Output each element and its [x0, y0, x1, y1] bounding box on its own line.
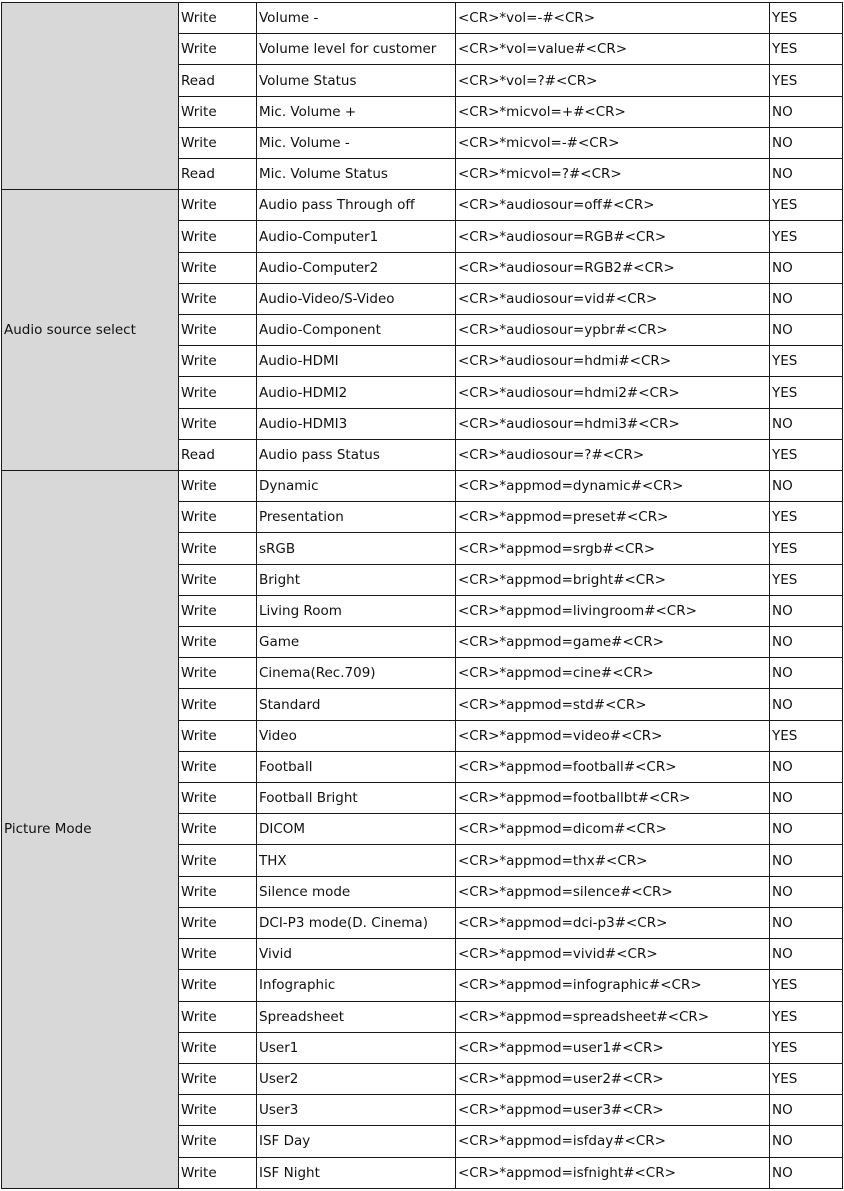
function-cell: Standard [257, 689, 456, 720]
command-cell: <CR>*appmod=user2#<CR> [456, 1063, 770, 1094]
type-cell: Write [179, 346, 257, 377]
type-cell: Write [179, 689, 257, 720]
function-cell: Football [257, 751, 456, 782]
support-cell: NO [770, 907, 843, 938]
command-cell: <CR>*appmod=cine#<CR> [456, 658, 770, 689]
command-cell: <CR>*audiosour=?#<CR> [456, 439, 770, 470]
function-cell: Audio-HDMI2 [257, 377, 456, 408]
command-cell: <CR>*appmod=srgb#<CR> [456, 533, 770, 564]
function-cell: Volume - [257, 3, 456, 34]
command-cell: <CR>*appmod=football#<CR> [456, 751, 770, 782]
type-cell: Write [179, 1032, 257, 1063]
support-cell: YES [770, 1001, 843, 1032]
command-cell: <CR>*appmod=thx#<CR> [456, 845, 770, 876]
function-cell: Dynamic [257, 471, 456, 502]
type-cell: Write [179, 252, 257, 283]
type-cell: Write [179, 907, 257, 938]
command-cell: <CR>*appmod=user1#<CR> [456, 1032, 770, 1063]
support-cell: NO [770, 627, 843, 658]
support-cell: YES [770, 970, 843, 1001]
type-cell: Write [179, 3, 257, 34]
function-cell: Audio-Computer2 [257, 252, 456, 283]
function-cell: Volume level for customer [257, 34, 456, 65]
function-cell: Living Room [257, 595, 456, 626]
command-cell: <CR>*audiosour=hdmi#<CR> [456, 346, 770, 377]
type-cell: Write [179, 1095, 257, 1126]
function-cell: Audio-HDMI3 [257, 408, 456, 439]
support-cell: NO [770, 471, 843, 502]
command-cell: <CR>*micvol=-#<CR> [456, 127, 770, 158]
group-label: Audio source select [2, 190, 179, 471]
function-cell: Audio pass Status [257, 439, 456, 470]
type-cell: Write [179, 658, 257, 689]
table-row [2, 3, 843, 34]
command-cell: <CR>*audiosour=off#<CR> [456, 190, 770, 221]
function-cell: Game [257, 627, 456, 658]
type-cell: Write [179, 783, 257, 814]
type-cell: Write [179, 845, 257, 876]
support-cell: NO [770, 751, 843, 782]
command-cell: <CR>*appmod=game#<CR> [456, 627, 770, 658]
command-cell: <CR>*appmod=std#<CR> [456, 689, 770, 720]
function-cell: Mic. Volume + [257, 96, 456, 127]
command-cell: <CR>*vol=-#<CR> [456, 3, 770, 34]
support-cell: YES [770, 720, 843, 751]
type-cell: Write [179, 96, 257, 127]
support-cell: NO [770, 1157, 843, 1188]
support-cell: NO [770, 127, 843, 158]
type-cell: Write [179, 471, 257, 502]
function-cell: Volume Status [257, 65, 456, 96]
type-cell: Write [179, 533, 257, 564]
command-cell: <CR>*audiosour=ypbr#<CR> [456, 315, 770, 346]
command-cell: <CR>*appmod=preset#<CR> [456, 502, 770, 533]
function-cell: Infographic [257, 970, 456, 1001]
command-cell: <CR>*appmod=user3#<CR> [456, 1095, 770, 1126]
command-table-body [2, 3, 843, 1189]
type-cell: Write [179, 34, 257, 65]
support-cell: YES [770, 502, 843, 533]
support-cell: YES [770, 65, 843, 96]
command-cell: <CR>*appmod=vivid#<CR> [456, 939, 770, 970]
command-cell: <CR>*vol=?#<CR> [456, 65, 770, 96]
support-cell: NO [770, 845, 843, 876]
type-cell: Write [179, 283, 257, 314]
support-cell: NO [770, 939, 843, 970]
command-cell: <CR>*appmod=isfday#<CR> [456, 1126, 770, 1157]
support-cell: NO [770, 1126, 843, 1157]
support-cell: NO [770, 1095, 843, 1126]
type-cell: Read [179, 439, 257, 470]
command-cell: <CR>*appmod=livingroom#<CR> [456, 595, 770, 626]
command-cell: <CR>*appmod=video#<CR> [456, 720, 770, 751]
support-cell: NO [770, 595, 843, 626]
type-cell: Write [179, 970, 257, 1001]
command-cell: <CR>*appmod=silence#<CR> [456, 876, 770, 907]
type-cell: Write [179, 1126, 257, 1157]
function-cell: User1 [257, 1032, 456, 1063]
function-cell: Audio-HDMI [257, 346, 456, 377]
command-cell: <CR>*micvol=+#<CR> [456, 96, 770, 127]
command-cell: <CR>*audiosour=hdmi3#<CR> [456, 408, 770, 439]
type-cell: Write [179, 627, 257, 658]
function-cell: DICOM [257, 814, 456, 845]
command-cell: <CR>*audiosour=RGB#<CR> [456, 221, 770, 252]
support-cell: YES [770, 346, 843, 377]
support-cell: NO [770, 783, 843, 814]
function-cell: User3 [257, 1095, 456, 1126]
command-table [1, 2, 843, 1189]
type-cell: Write [179, 502, 257, 533]
support-cell: YES [770, 439, 843, 470]
command-cell: <CR>*appmod=footballbt#<CR> [456, 783, 770, 814]
function-cell: User2 [257, 1063, 456, 1094]
support-cell: NO [770, 814, 843, 845]
group-label [2, 3, 179, 190]
support-cell: NO [770, 658, 843, 689]
type-cell: Write [179, 876, 257, 907]
function-cell: Mic. Volume Status [257, 159, 456, 190]
command-cell: <CR>*vol=value#<CR> [456, 34, 770, 65]
function-cell: Audio-Computer1 [257, 221, 456, 252]
function-cell: Cinema(Rec.709) [257, 658, 456, 689]
function-cell: Video [257, 720, 456, 751]
function-cell: ISF Night [257, 1157, 456, 1188]
table-row [2, 471, 843, 502]
function-cell: sRGB [257, 533, 456, 564]
type-cell: Write [179, 720, 257, 751]
command-cell: <CR>*appmod=bright#<CR> [456, 564, 770, 595]
function-cell: Spreadsheet [257, 1001, 456, 1032]
support-cell: NO [770, 876, 843, 907]
type-cell: Write [179, 595, 257, 626]
function-cell: THX [257, 845, 456, 876]
function-cell: Football Bright [257, 783, 456, 814]
command-cell: <CR>*appmod=isfnight#<CR> [456, 1157, 770, 1188]
support-cell: YES [770, 533, 843, 564]
command-cell: <CR>*appmod=dynamic#<CR> [456, 471, 770, 502]
type-cell: Write [179, 127, 257, 158]
support-cell: YES [770, 377, 843, 408]
function-cell: ISF Day [257, 1126, 456, 1157]
type-cell: Write [179, 751, 257, 782]
support-cell: NO [770, 159, 843, 190]
type-cell: Write [179, 377, 257, 408]
support-cell: YES [770, 1063, 843, 1094]
support-cell: YES [770, 34, 843, 65]
function-cell: Presentation [257, 502, 456, 533]
function-cell: Silence mode [257, 876, 456, 907]
support-cell: YES [770, 3, 843, 34]
function-cell: Audio pass Through off [257, 190, 456, 221]
group-label: Picture Mode [2, 471, 179, 1189]
function-cell: Mic. Volume - [257, 127, 456, 158]
type-cell: Write [179, 190, 257, 221]
support-cell: NO [770, 689, 843, 720]
type-cell: Write [179, 315, 257, 346]
support-cell: NO [770, 283, 843, 314]
support-cell: YES [770, 564, 843, 595]
command-cell: <CR>*appmod=dicom#<CR> [456, 814, 770, 845]
function-cell: Audio-Video/S-Video [257, 283, 456, 314]
type-cell: Read [179, 65, 257, 96]
type-cell: Write [179, 814, 257, 845]
function-cell: Bright [257, 564, 456, 595]
type-cell: Write [179, 1001, 257, 1032]
table-row [2, 190, 843, 221]
function-cell: Vivid [257, 939, 456, 970]
function-cell: Audio-Component [257, 315, 456, 346]
type-cell: Read [179, 159, 257, 190]
command-cell: <CR>*audiosour=RGB2#<CR> [456, 252, 770, 283]
function-cell: DCI-P3 mode(D. Cinema) [257, 907, 456, 938]
command-cell: <CR>*audiosour=hdmi2#<CR> [456, 377, 770, 408]
command-cell: <CR>*appmod=infographic#<CR> [456, 970, 770, 1001]
type-cell: Write [179, 1157, 257, 1188]
type-cell: Write [179, 939, 257, 970]
command-cell: <CR>*audiosour=vid#<CR> [456, 283, 770, 314]
support-cell: NO [770, 252, 843, 283]
command-cell: <CR>*micvol=?#<CR> [456, 159, 770, 190]
type-cell: Write [179, 1063, 257, 1094]
support-cell: YES [770, 1032, 843, 1063]
type-cell: Write [179, 564, 257, 595]
support-cell: NO [770, 408, 843, 439]
support-cell: YES [770, 190, 843, 221]
command-cell: <CR>*appmod=spreadsheet#<CR> [456, 1001, 770, 1032]
type-cell: Write [179, 408, 257, 439]
support-cell: NO [770, 96, 843, 127]
support-cell: YES [770, 221, 843, 252]
command-cell: <CR>*appmod=dci-p3#<CR> [456, 907, 770, 938]
support-cell: NO [770, 315, 843, 346]
type-cell: Write [179, 221, 257, 252]
